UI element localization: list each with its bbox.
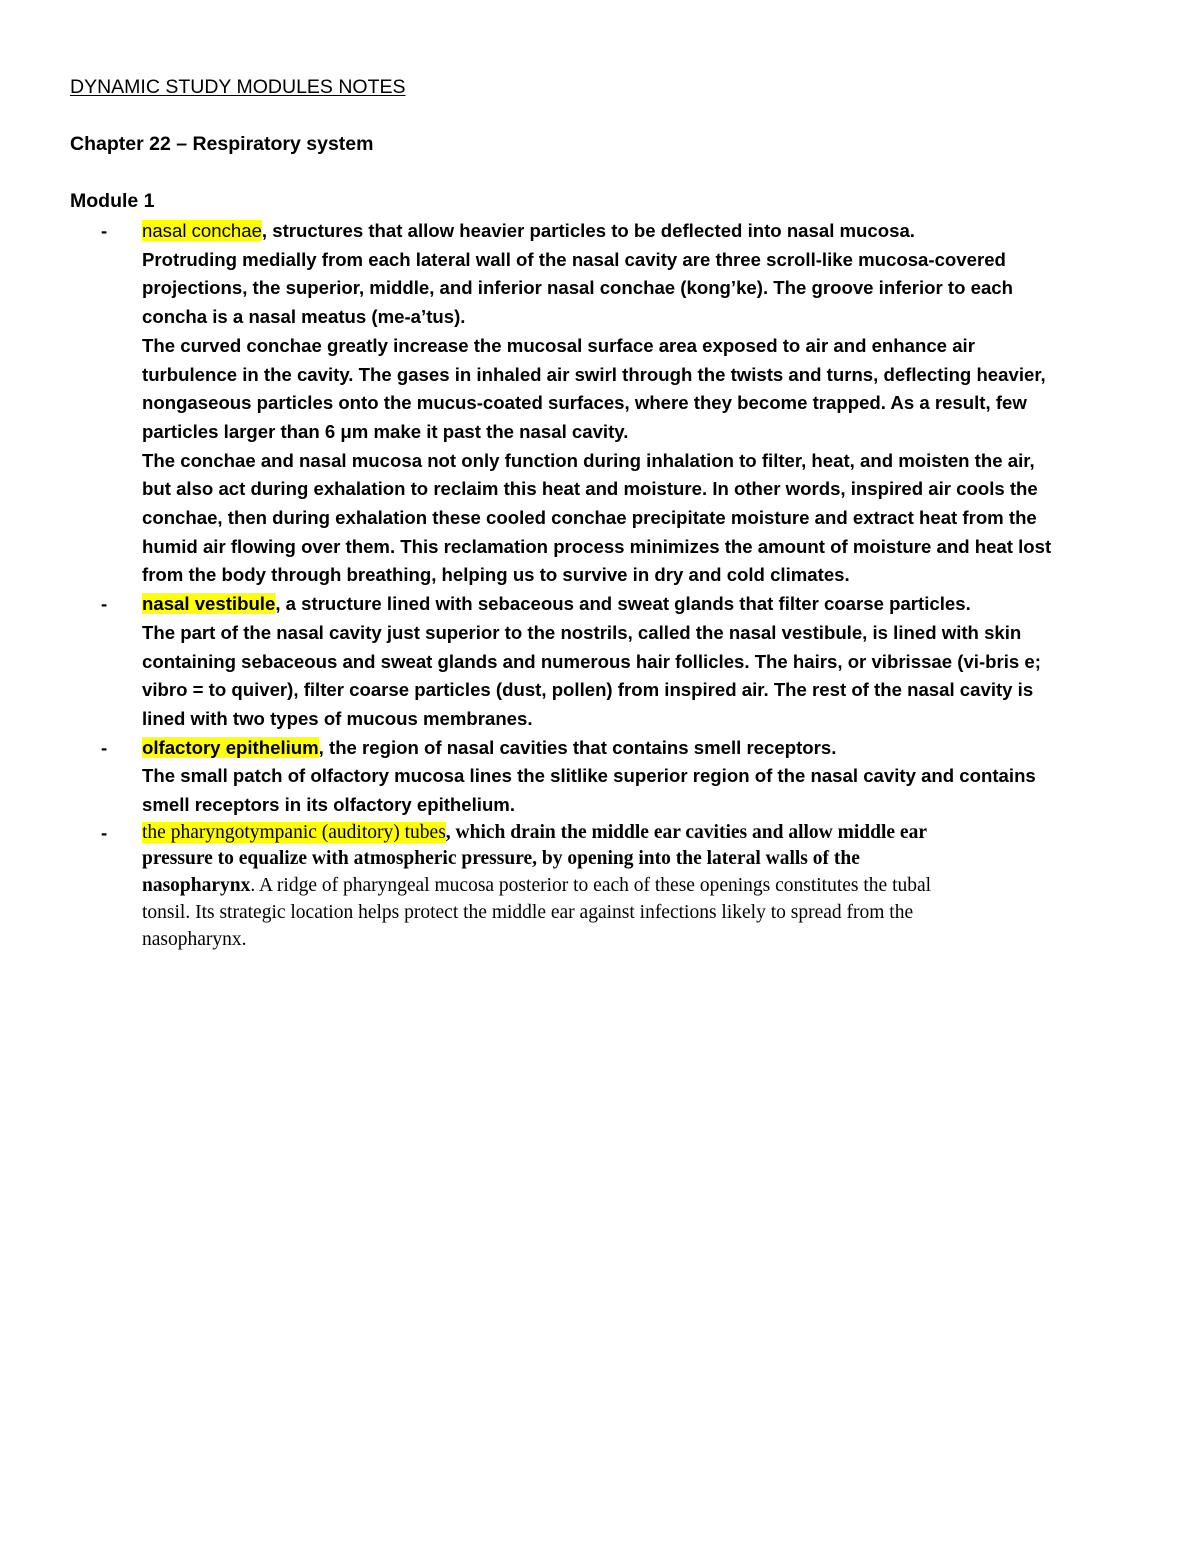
item-detail-line: The curved conchae greatly increase the mucosal surface area exposed to air and enhance air <box>142 334 975 356</box>
list-bullet-dash: - <box>101 821 108 843</box>
document-title: DYNAMIC STUDY MODULES NOTES <box>70 76 406 98</box>
item-detail-line: concha is a nasal meatus (me-a’tus). <box>142 306 466 328</box>
list-bullet-dash: - <box>101 593 108 615</box>
item-lead-line <box>142 217 1140 246</box>
list-bullet-dash: - <box>101 736 108 758</box>
highlighted-term: nasal conchae <box>142 220 262 241</box>
item-detail-line: containing sebaceous and sweat glands and numerous hair follicles. The hairs, or vibrissae (vi-bris e; <box>142 650 1041 672</box>
item-detail-line: humid air flowing over them. This reclamation process minimizes the amount of moisture and heat lost <box>142 535 1052 557</box>
item-detail-line: projections, the superior, middle, and inferior nasal conchae (kong’ke). The groove inferior to each <box>142 277 1013 299</box>
item-detail-line: pressure to equalize with atmospheric pressure, by opening into the lateral walls of the <box>142 848 860 870</box>
item-bold-fragment: nasopharynx <box>142 875 251 897</box>
item-plain-fragment: . A ridge of pharyngeal mucosa posterior to each of these openings constitutes the tubal <box>250 875 932 897</box>
item-detail-line: turbulence in the cavity. The gases in inhaled air swirl through the twists and turns, deflecting heavier, <box>142 363 1046 385</box>
item-detail-line: particles larger than 6 μm make it past the nasal cavity. <box>142 420 629 442</box>
item-detail-line <box>142 873 1140 900</box>
item-detail-line: but also act during exhalation to reclaim this heat and moisture. In other words, inspired air cools the <box>142 478 1038 500</box>
list-item-nasal-vestibule <box>70 590 1140 734</box>
list-bullet-dash: - <box>101 220 108 241</box>
list-item-nasal-conchae <box>70 217 1140 590</box>
item-detail-line: lined with two types of mucous membranes. <box>142 707 533 729</box>
notes-list <box>70 217 1140 953</box>
item-lead-line <box>142 734 1140 763</box>
item-detail-line: smell receptors in its olfactory epithelium. <box>142 794 516 816</box>
item-summary: , structures that allow heavier particles to be deflected into nasal mucosa. <box>261 220 915 241</box>
item-detail-line: Protruding medially from each lateral wall of the nasal cavity are three scroll-like mucosa-covered <box>142 248 1006 270</box>
item-detail-line: nongaseous particles onto the mucus-coated surfaces, where they become trapped. As a result, few <box>142 392 1027 414</box>
item-detail-line: The conchae and nasal mucosa not only function during inhalation to filter, heat, and moisten the air, <box>142 449 1035 471</box>
item-detail-line: The small patch of olfactory mucosa lines the slitlike superior region of the nasal cavity and contains <box>142 765 1036 787</box>
list-item-olfactory-epithelium <box>70 734 1140 820</box>
item-detail-line: tonsil. Its strategic location helps protect the middle ear against infections likely to spread from the <box>142 901 914 923</box>
item-lead-line <box>142 820 1140 847</box>
item-lead-line <box>142 590 1140 619</box>
item-detail-line: nasopharynx. <box>142 928 247 950</box>
item-summary: , a structure lined with sebaceous and sweat glands that filter coarse particles. <box>275 593 971 615</box>
item-detail-line: from the body through breathing, helping us to survive in dry and cold climates. <box>142 564 850 586</box>
chapter-heading: Chapter 22 – Respiratory system <box>70 133 374 155</box>
list-item-pharyngotympanic-tubes <box>70 820 1140 954</box>
item-summary: , the region of nasal cavities that contains smell receptors. <box>318 736 837 758</box>
highlighted-term: nasal vestibule <box>142 593 276 615</box>
item-summary: , which drain the middle ear cavities and allow middle ear <box>445 821 927 843</box>
item-detail-line: The part of the nasal cavity just superior to the nostrils, called the nasal vestibule, is lined with skin <box>142 621 1022 643</box>
item-detail-line: conchae, then during exhalation these cooled conchae precipitate moisture and extract heat from the <box>142 507 1037 529</box>
module-heading: Module 1 <box>70 190 155 212</box>
highlighted-term: the pharyngotympanic (auditory) tubes <box>142 821 446 843</box>
item-detail-line: vibro = to quiver), filter coarse particles (dust, pollen) from inspired air. The rest of the nasal cavity is <box>142 679 1034 701</box>
highlighted-term: olfactory epithelium <box>142 736 319 758</box>
